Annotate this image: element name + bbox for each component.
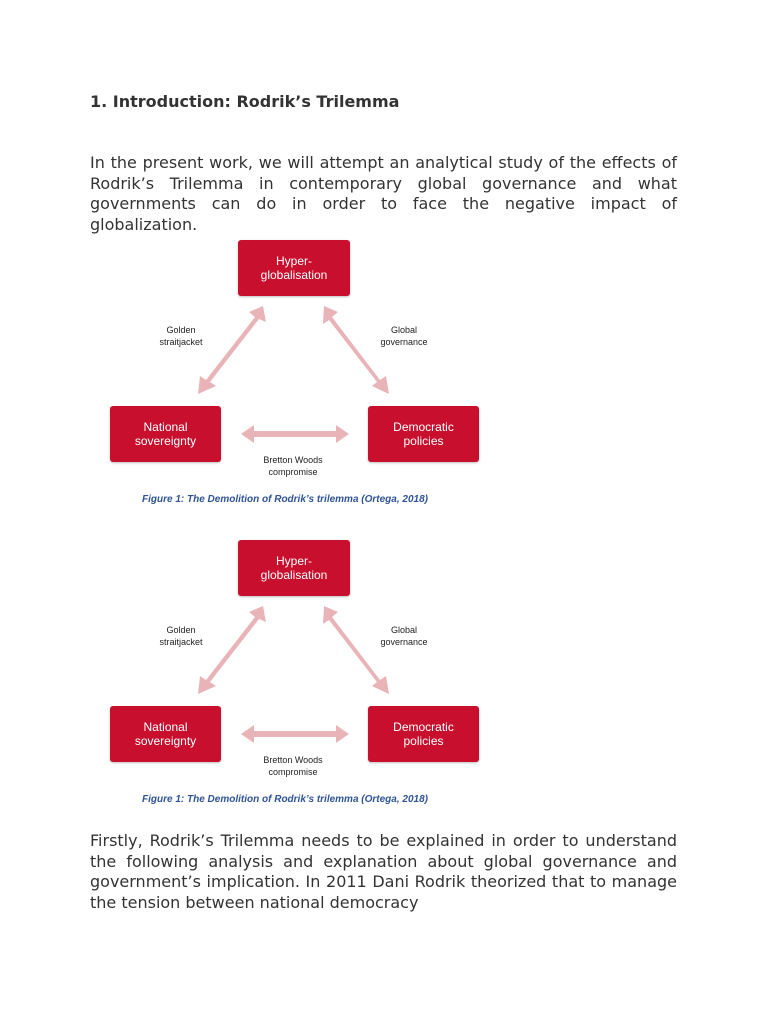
democratic-policies-box: [368, 706, 479, 762]
trilemma-figure: [100, 536, 500, 816]
arrow-bretton-woods: [241, 425, 349, 443]
arrow-global-governance: [323, 606, 389, 694]
arrow-global-governance: [323, 306, 389, 394]
global-governance-label: Global governance: [380, 625, 428, 647]
democratic-policies-label: Democratic policies: [393, 420, 454, 448]
global-governance-label: Global governance: [380, 325, 428, 347]
bretton-woods-label: Bretton Woods compromise: [263, 755, 323, 777]
arrow-bretton-woods: [241, 725, 349, 743]
hyper-globalisation-box: [238, 240, 350, 296]
golden-straitjacket-label: Golden straitjacket: [159, 325, 203, 347]
trilemma-figure: [100, 236, 500, 516]
arrow-golden-straitjacket: [198, 306, 266, 394]
golden-straitjacket-label: Golden straitjacket: [159, 625, 203, 647]
hyper-globalisation-box: [238, 540, 350, 596]
bretton-woods-label: Bretton Woods compromise: [263, 455, 323, 477]
national-sovereignty-box: [110, 706, 221, 762]
arrow-golden-straitjacket: [198, 606, 266, 694]
national-sovereignty-box: [110, 406, 221, 462]
democratic-policies-label: Democratic policies: [393, 720, 454, 748]
hyper-globalisation-label: Hyper- globalisation: [260, 554, 328, 582]
body-paragraph: Firstly, Rodrik’s Trilemma needs to be explained in order to understand the following analysis and explanation about global governance and government’s implication. In 2011 Dani Rodrik theorized that to manage the tension between national democracy: [90, 831, 677, 912]
intro-paragraph: In the present work, we will attempt an analytical study of the effects of Rodrik’s Trilemma in contemporary global governance and what governments can do in order to face the negative impact of globalization.: [90, 153, 677, 234]
section-heading: 1. Introduction: Rodrik’s Trilemma: [90, 92, 400, 111]
hyper-globalisation-label: Hyper- globalisation: [260, 254, 328, 282]
national-sovereignty-label: National sovereignty: [134, 720, 197, 748]
national-sovereignty-label: National sovereignty: [134, 420, 197, 448]
figure-caption: Figure 1: The Demolition of Rodrik’s trilemma (Ortega, 2018): [142, 494, 428, 505]
figure-caption: Figure 1: The Demolition of Rodrik’s trilemma (Ortega, 2018): [142, 794, 428, 805]
democratic-policies-box: [368, 406, 479, 462]
